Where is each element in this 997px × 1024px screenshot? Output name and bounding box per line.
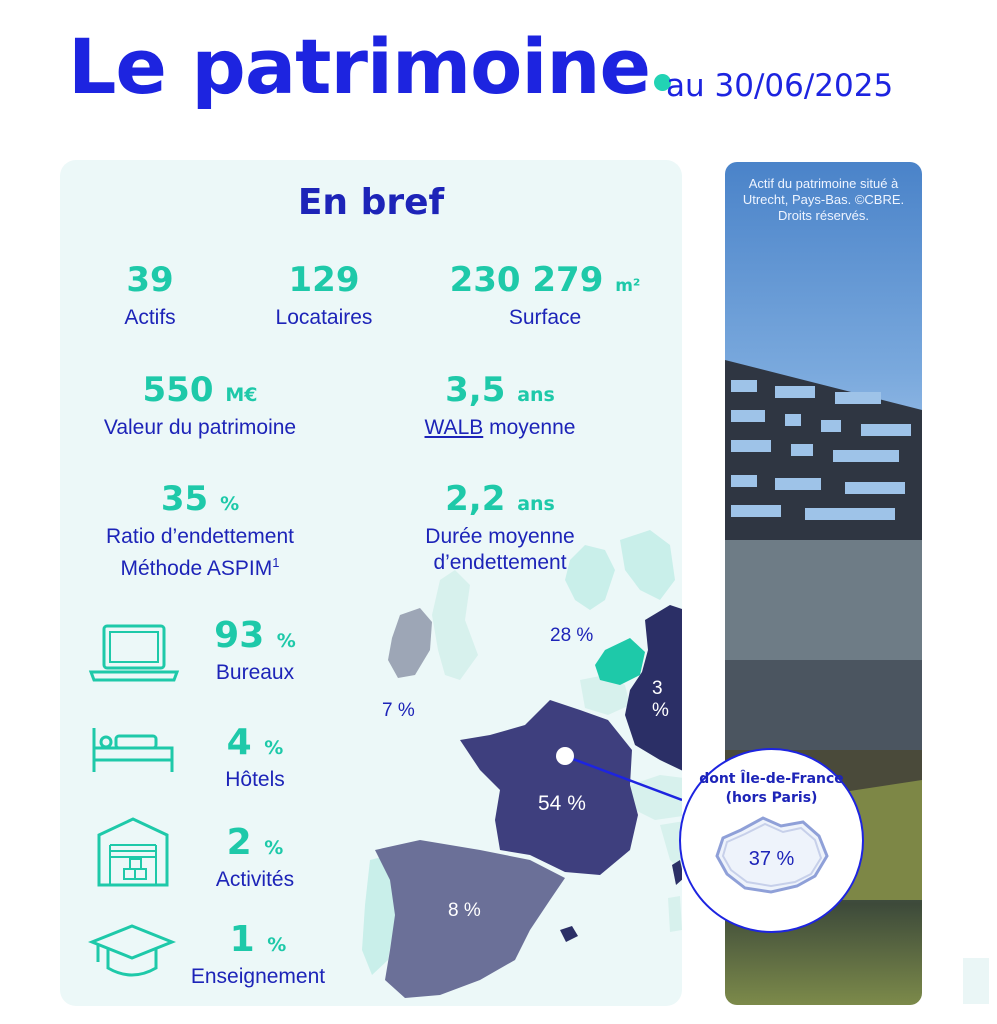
sector-enseignement-unit: %: [267, 934, 287, 956]
brief-title: En bref: [297, 182, 445, 223]
brief-panel: [60, 160, 682, 1006]
stat-surface-label: Surface: [508, 306, 582, 329]
sector-activites-label: Activités: [215, 868, 295, 891]
sector-bureaux-value: 93: [214, 615, 265, 656]
stat-locataires-value: 129: [288, 260, 360, 300]
sector-activites: [200, 822, 310, 893]
idf-title: dont Île-de-France (hors Paris): [699, 771, 844, 806]
page-date: au 30/06/2025: [666, 68, 894, 104]
sector-hotels-unit: %: [264, 737, 284, 759]
stat-walb-label: moyenne: [483, 416, 576, 439]
bed-icon: [90, 724, 176, 776]
stat-valeur: [80, 370, 320, 441]
stat-walb-value: 3,5: [445, 370, 506, 410]
graduation-cap-icon: [88, 920, 176, 982]
stat-endettement-unit: %: [220, 493, 240, 515]
sector-bureaux: [200, 615, 310, 686]
photo-credit: Actif du patrimoine situé à Utrecht, Pays-Bas. ©CBRE. Droits réservés.: [742, 176, 905, 223]
sector-activites-unit: %: [264, 837, 284, 859]
stat-locataires-label: Locataires: [275, 306, 373, 329]
sector-enseignement-label: Enseignement: [190, 965, 326, 988]
stat-actifs-value: 39: [126, 260, 174, 300]
stat-surface-unit: m²: [615, 276, 641, 296]
page-header: [68, 22, 968, 122]
stat-endettement-label2: Méthode ASPIM: [120, 557, 273, 580]
sector-hotels: [200, 722, 310, 793]
pct-germany: 3 %: [652, 678, 669, 721]
stat-surface-value: 230 279: [449, 260, 604, 300]
stat-duree-label: Durée moyenne: [425, 525, 575, 548]
sector-bureaux-label: Bureaux: [215, 661, 295, 684]
stat-endettement: [80, 479, 320, 582]
stat-walb: [380, 370, 620, 441]
map-paris-marker: [556, 747, 574, 765]
stat-endettement-label: Ratio d’endettement: [106, 525, 294, 548]
footnote-marker: 1: [272, 555, 280, 570]
sector-hotels-value: 4: [226, 722, 252, 763]
sector-hotels-label: Hôtels: [225, 768, 285, 791]
stat-duree: [380, 479, 620, 576]
pct-ireland: 7 %: [382, 700, 415, 721]
idf-callout: [679, 748, 864, 933]
stat-valeur-label: Valeur du patrimoine: [103, 416, 297, 439]
stat-duree-value: 2,2: [445, 479, 506, 519]
stat-actifs-label: Actifs: [124, 306, 176, 329]
sector-enseignement: [178, 919, 338, 990]
sector-bureaux-unit: %: [276, 630, 296, 652]
stat-locataires: [250, 260, 398, 331]
stat-surface: [430, 260, 660, 331]
stat-valeur-unit: M€: [225, 384, 258, 406]
sector-enseignement-value: 1: [229, 919, 255, 960]
pct-spain: 8 %: [448, 900, 481, 921]
warehouse-icon: [96, 815, 170, 889]
map-ireland: [388, 608, 432, 678]
stat-duree-label2: d’endettement: [433, 551, 567, 574]
pct-netherlands: 28 %: [550, 625, 594, 646]
map-france: [460, 700, 638, 875]
stat-endettement-value: 35: [160, 479, 209, 519]
map-netherlands: [595, 638, 645, 685]
stat-duree-unit: ans: [517, 493, 555, 515]
page-title: Le patrimoine: [68, 22, 671, 112]
pct-france: 54 %: [538, 792, 586, 815]
walb-link[interactable]: WALB: [424, 416, 484, 439]
stat-actifs: [90, 260, 210, 331]
laptop-icon: [88, 622, 180, 684]
corner-decoration: [963, 958, 989, 1004]
idf-value: 37 %: [748, 848, 795, 870]
stat-valeur-value: 550: [142, 370, 214, 410]
stat-walb-unit: ans: [517, 384, 555, 406]
sector-activites-value: 2: [226, 822, 252, 863]
